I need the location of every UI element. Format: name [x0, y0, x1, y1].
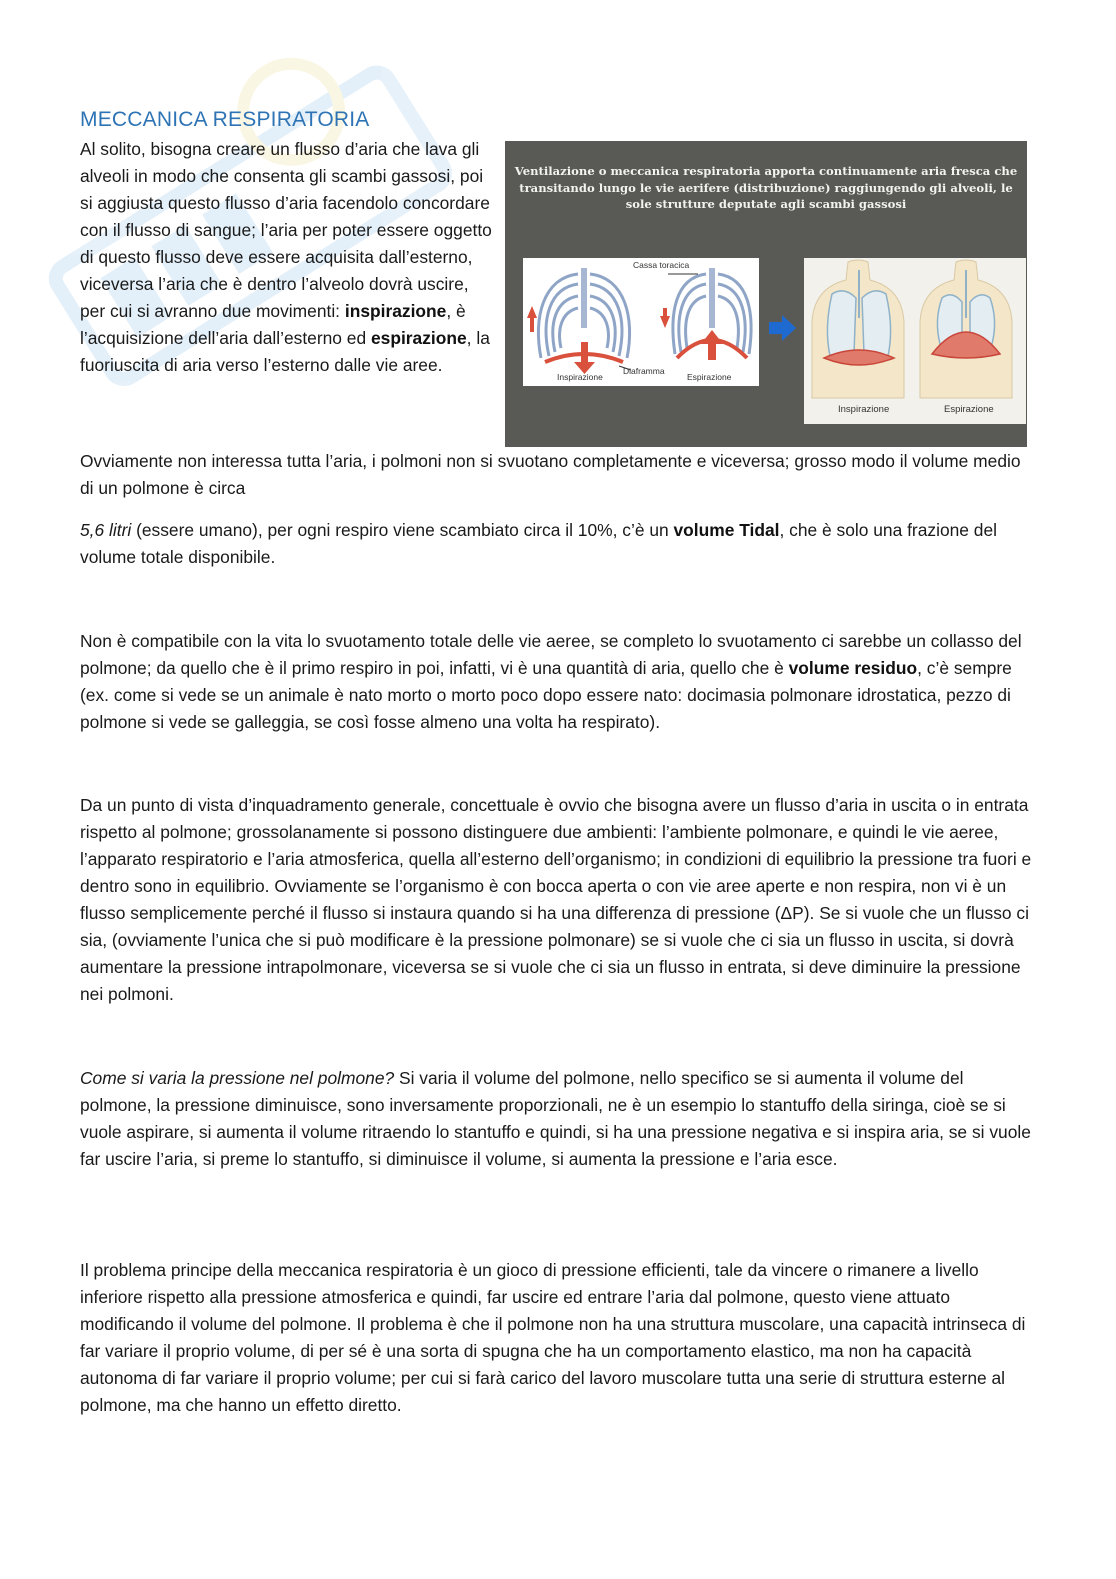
paragraph-problema-principe: Il problema principe della meccanica respiratoria è un gioco di pressione efficienti, tale da vincere o rimanere a livello inferiore rispetto alla pressione atmosferica e quindi, far uscire ed entrare l’aria dal polmone, questo viene attuato modificando il volume del polmone. Il problema è che il polmone non ha una struttura muscolare, una capacità intrinseca di far variare il proprio volume, di per sé è una sorta di spugna che ha un comportamento elastico, ma non ha capacità autonoma di far variare il proprio volume; per cui si farà carico del lavoro muscolare tutta una serie di struttura esterne al polmone, ma che hanno un effetto diretto. — [80, 1260, 1026, 1415]
label-inspirazione-torso: Inspirazione — [838, 404, 890, 415]
label-espirazione-torso: Espirazione — [944, 404, 994, 415]
label-diaframma: Diaframma — [623, 366, 665, 376]
term-inspirazione: inspirazione — [344, 301, 447, 321]
respiratory-mechanics-figure — [505, 141, 1027, 447]
torso-illustration — [804, 258, 1026, 424]
figure-caption: Ventilazione o meccanica respiratoria apporta continuamente aria fresca che transitando lungo le vie aerifere (distribuzione) raggiungendo gli alveoli, le sole strutture deputate agli scambi gassosi — [514, 164, 1018, 211]
term-espirazione: espirazione — [370, 328, 467, 348]
paragraph-volume-tidal: 5,6 litri (essere umano), per ogni respiro viene scambiato circa il 10%, c’è un volume Tidal, che è solo una frazione del volume totale disponibile. — [80, 520, 998, 567]
paragraph-volume-medio: Ovviamente non interessa tutta l’aria, i polmoni non si svuotano completamente e viceversa; grosso modo il volume medio di un polmone è circa — [80, 451, 1021, 498]
paragraph-pressione-polmone: Come si varia la pressione nel polmone? Si varia il volume del polmone, nello specifico se si aumenta il volume del polmone, la pressione diminuisce, sono inversamente proporzionali, ne è un esempio lo stantuffo della siringa, cioè se si vuole aspirare, si aumenta il volume ritraendo lo stantuffo e quindi, si ha una pressione negativa e si inspira aria, se si vuole far uscire l’aria, si preme lo stantuffo, si diminuisce il volume, si aumenta la pressione e l’aria esce. — [80, 1068, 1031, 1169]
label-cassa-toracica: Cassa toracica — [633, 260, 690, 270]
arrow-right-icon — [767, 313, 797, 343]
question-italic: Come si varia la pressione nel polmone? — [80, 1068, 395, 1088]
label-inspirazione-ribs: Inspirazione — [557, 372, 603, 382]
paragraph-inquadramento: Da un punto di vista d’inquadramento generale, concettuale è ovvio che bisogna avere un flusso d’aria in uscita o in entrata rispetto al polmone; grossolanamente si possono distinguere due ambienti: l’ambiente polmonare, e quindi le vie aeree, l’apparato respiratorio e l’aria atmosferica, quella all’esterno dell’organismo; in condizioni di equilibrio la pressione tra fuori e dentro sono in equilibrio. Ovviamente se l’organismo è con bocca aperta o con vie aree aperte e non respira, non vi è un flusso semplicemente perché il flusso si instaura quando si ha una differenza di pressione (ΔP). Se si vuole che un flusso ci sia, (ovviamente l’unica che si può modificare è la pressione polmonare) se si vuole che ci sia un flusso in uscita, si dovrà aumentare la pressione intrapolmonare, viceversa se si vuole che ci sia un flusso in entrata, si deve diminuire la pressione nei polmoni. — [80, 795, 1032, 1004]
rib-cage-panel — [523, 258, 759, 386]
label-espirazione-ribs: Espirazione — [687, 372, 732, 382]
page-title: MECCANICA RESPIRATORIA — [80, 108, 370, 131]
torso-panel — [804, 258, 1026, 424]
intro-paragraph: Al solito, bisogna creare un flusso d’aria che lava gli alveoli in modo che consenta gli scambi gassosi, poi si aggiusta questo flusso d’aria facendolo concordare con il flusso di sangue; l’aria per poter essere oggetto di questo flusso deve essere acquisita dall’esterno, viceversa l’aria che è dentro l’alveolo dovrà uscire, per cui si avranno due movimenti: inspirazione, è l’acquisizione dell’aria dall’esterno ed espirazione, la fuoriuscita di aria verso l’esterno dalle vie aree. — [80, 139, 492, 375]
term-volume-tidal: volume Tidal — [673, 520, 780, 540]
paragraph-volume-residuo: Non è compatibile con la vita lo svuotamento totale delle vie aeree, se completo lo svuotamento ci sarebbe un collasso del polmone; da quello che è il primo respiro in poi, infatti, vi è una quantità di aria, quello che è volume residuo, c’è sempre (ex. come si vede se un animale è nato morto o morto poco dopo essere nato: docimasia polmonare idrostatica, pezzo di polmone si vede se galleggia, se così fosse almeno una volta ha respirato). — [80, 631, 1022, 732]
term-volume-residuo: volume residuo — [788, 658, 918, 678]
